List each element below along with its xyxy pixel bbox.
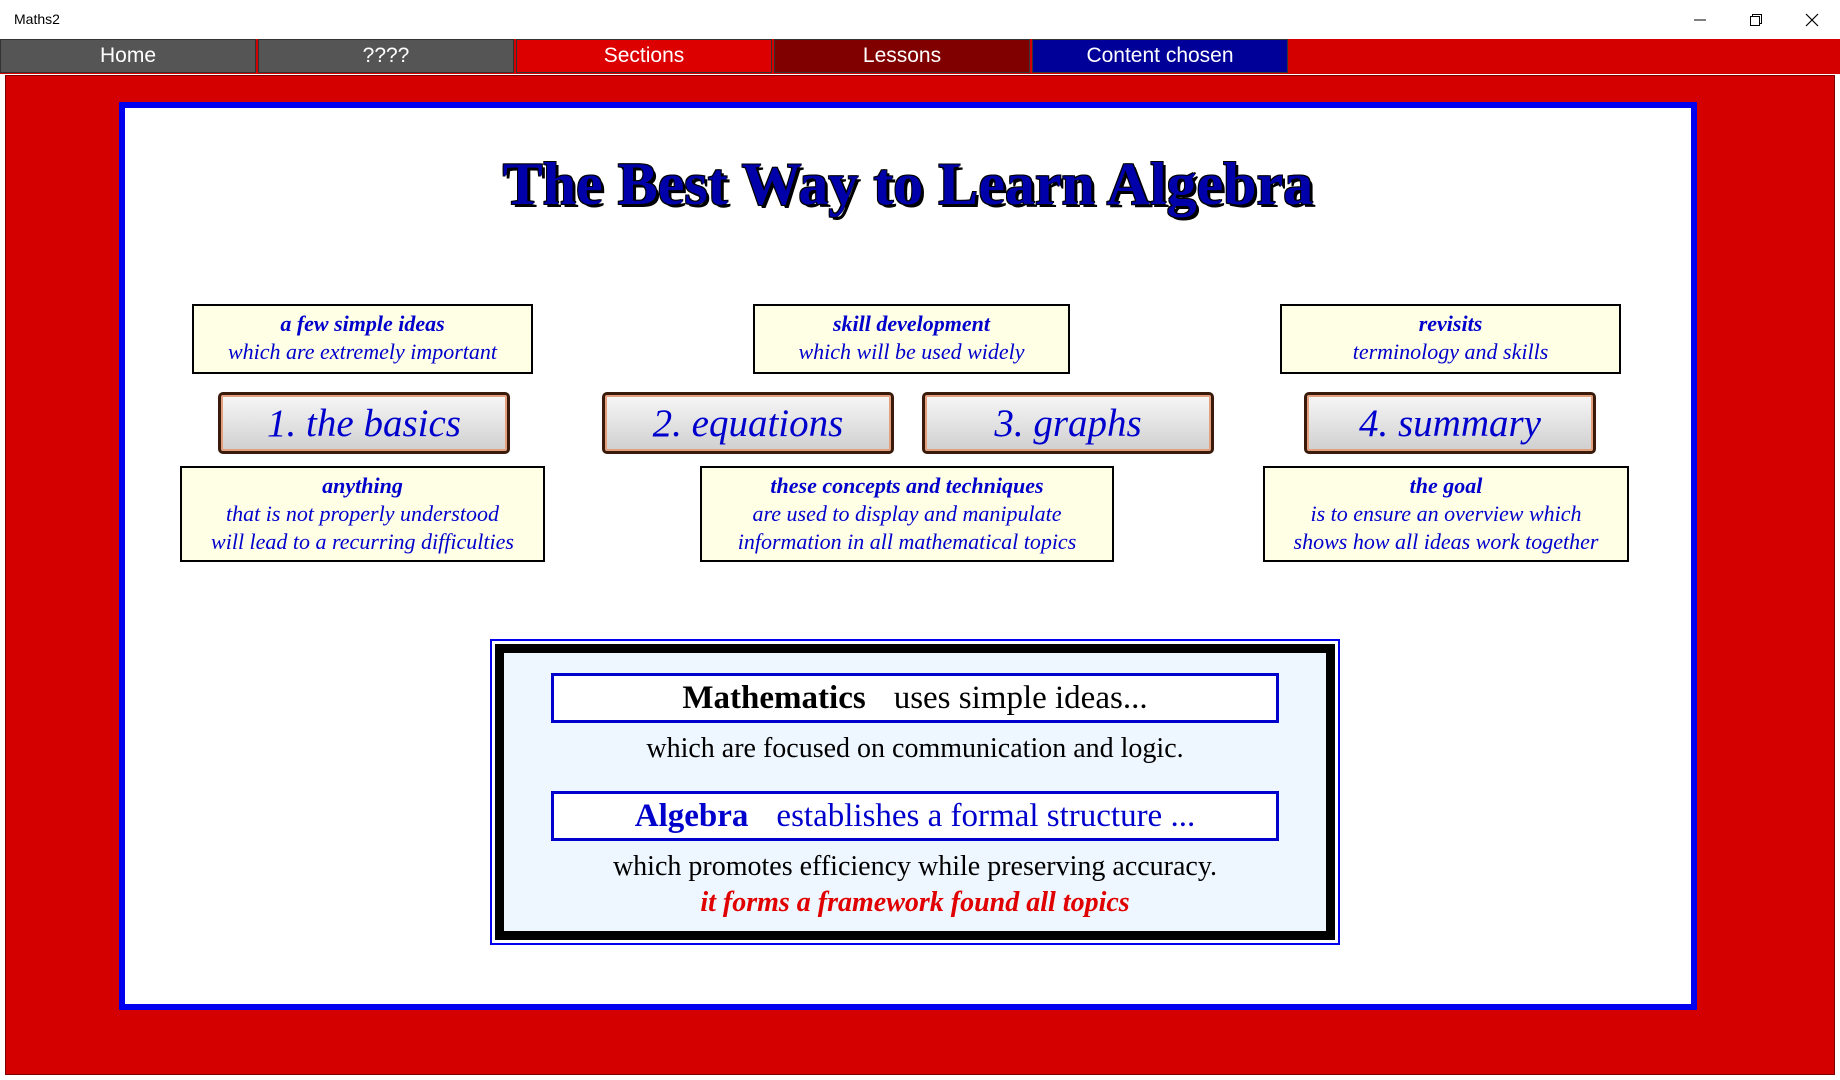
summary-top-note [1280,304,1621,374]
restore-icon [1750,14,1762,26]
restore-button[interactable] [1728,0,1784,39]
algebra-tag [551,791,1279,841]
summary-bottom-note [1263,466,1629,562]
window-titlebar [0,0,1840,39]
minimize-icon [1694,14,1706,26]
close-icon [1805,13,1819,27]
skills-top-note [753,304,1070,374]
mathematics-tag [551,673,1279,723]
skills-top-note-title: skill development [832,311,991,336]
algebra-tag-text: establishes a formal structure ... [776,797,1196,834]
mathematics-tag-text: uses simple ideas... [893,679,1148,716]
content-panel [119,102,1697,1010]
basics-bottom-note-line2: will lead to a recurring difficulties [211,529,514,554]
close-button[interactable] [1784,0,1840,39]
summary-box [490,639,1340,945]
summary-box-inner [495,644,1335,940]
nav-home-button[interactable]: Home [0,39,256,73]
section-equations-button[interactable]: 2. equations [602,392,894,454]
mathematics-line: which are focused on communication and logic. [646,733,1184,764]
basics-top-note-text: which are extremely important [227,339,498,364]
concepts-bottom-note-line1: are used to display and manipulate [752,501,1062,526]
mathematics-tag-strong: Mathematics [682,679,866,716]
concepts-bottom-note [700,466,1114,562]
section-summary-button[interactable]: 4. summary [1304,392,1596,454]
summary-top-note-text: terminology and skills [1352,339,1549,364]
basics-top-note-title: a few simple ideas [280,311,445,336]
section-basics-button[interactable]: 1. the basics [218,392,510,454]
summary-top-note-title: revisits [1418,311,1483,336]
summary-bottom-note-line2: shows how all ideas work together [1293,529,1599,554]
basics-bottom-note-title: anything [322,473,403,498]
nav-content-chosen-button[interactable]: Content chosen [1032,39,1288,73]
concepts-bottom-note-line2: information in all mathematical topics [737,529,1077,554]
minimize-button[interactable] [1672,0,1728,39]
app-title: Maths2 [14,11,60,27]
framework-highlight: it forms a framework found all topics [700,887,1130,918]
nav-unknown-button[interactable]: ???? [258,39,514,73]
main-area [5,75,1835,1075]
basics-bottom-note-line1: that is not properly understood [226,501,499,526]
nav-lessons-button[interactable]: Lessons [774,39,1030,73]
summary-bottom-note-title: the goal [1409,473,1483,498]
basics-top-note [192,304,533,374]
nav-sections-button[interactable]: Sections [516,39,772,73]
page-title: The Best Way to Learn Algebra [502,151,1314,217]
nav-bar [0,39,1840,74]
concepts-bottom-note-title: these concepts and techniques [770,473,1044,498]
algebra-tag-strong: Algebra [634,797,749,834]
summary-bottom-note-line1: is to ensure an overview which [1310,501,1582,526]
section-graphs-button[interactable]: 3. graphs [922,392,1214,454]
basics-bottom-note [180,466,545,562]
algebra-line: which promotes efficiency while preserving accuracy. [612,851,1218,882]
skills-top-note-text: which will be used widely [798,339,1025,364]
